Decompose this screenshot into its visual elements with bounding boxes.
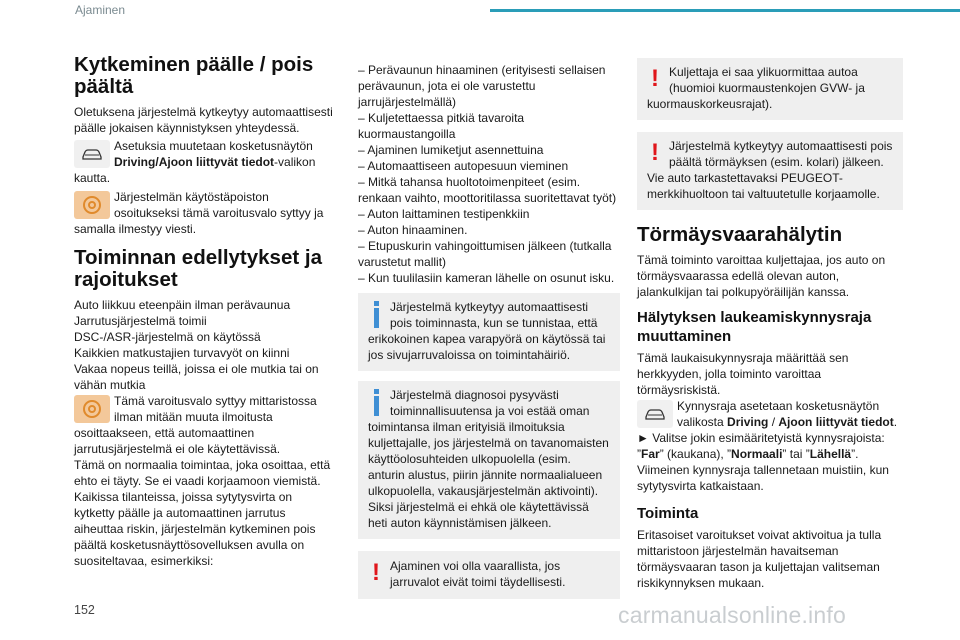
paragraph-saved: Viimeinen kynnysraja tallennetaan muistiin, kun sytytysvirta katkaistaan. [637,463,889,493]
settings-note [74,138,334,186]
threshold-text-b: Driving [727,415,769,429]
list-item: – Auton laittaminen testipenkkiin [358,207,530,221]
condition-item: Auto liikkuu eteenpäin ilman perävaunua [74,298,291,312]
warning-box-3 [637,132,903,210]
lamp-text: Tämä varoitusvalo syttyy mittaristossa ilman mitään muuta ilmoitusta osoittaakseen, että automaattinen jarrutusjärjestelmä ei ole käytettävissä. [74,394,317,456]
warning-text-3b: Vie auto tarkastettavaksi PEUGEOT-merkkihuoltoon tai valtuutetulle korjaamolle. [647,171,880,201]
paragraph-alert: Tämä toiminto varoittaa kuljettajaa, jos auto on törmäysvaarassa edellä olevan auton, jalankulkijan tai polkupyöräilijän kanssa. [637,253,886,299]
brake-warning-lamp-icon [74,395,110,423]
settings-text-a: Asetuksia muutetaan kosketusnäytön [114,139,313,153]
condition-item: Vakaa nopeus teillä, joissa ei ole mutkia tai on vähän mutkia [74,362,319,392]
select-text-c: ” tai ” [782,447,810,461]
heading-threshold: Hälytyksen laukeamiskynnysraja muuttaminen [637,309,872,345]
warning-text-3a: Järjestelmä kytkeytyy automaattisesti pois päältä törmäyksen (esim. kolari) jälkeen. [669,139,893,169]
paragraph-operation: Eritasoiset varoitukset voivat aktivoitua ja tulla mittaristoon järjestelmän havaitseman törmäysvaaran tason ja kuljettajan valitseman riskikynnyksen mukaan. [637,528,882,590]
select-text-a: ► Valitse jokin esimääritetyistä kynnysrajoista: ” [637,431,885,461]
heading-conditions: Toiminnan edellytykset ja rajoitukset [74,246,322,291]
paragraph-default: Oletuksena järjestelmä kytkeytyy automaattisesti päälle jokaisen käynnistyksen yhteydessä. [74,105,333,135]
settings-text-b: Driving [114,155,156,169]
deactivation-text: Järjestelmän käytöstäpoiston osoitukseksi tämä varoitusvalo syttyy ja samalla ilmestyy viesti. [74,190,324,236]
select-threshold [637,430,903,462]
warning-box-2 [637,58,903,120]
list-item: – Auton hinaaminen. [358,223,468,237]
list-item: – Kuljetettaessa pitkiä tavaroita kuormaustangoilla [358,111,525,141]
select-text-d: ”. [851,447,859,461]
section-header: Ajaminen [75,3,126,17]
condition-item: Jarrutusjärjestelmä toimii [74,314,207,328]
column-3 [637,58,903,591]
list-item: – Mitkä tahansa huoltotoimenpiteet (esim. renkaan vaihto, moottoritilassa suoritettavat työt) [358,175,617,205]
warning-icon: ! [372,559,380,586]
option-near: Lähellä [809,447,852,461]
column-1 [74,54,334,569]
threshold-text-a: Kynnysraja asetetaan kosketusnäytön valikosta [677,399,880,429]
paragraph-situations: Kaikissa tilanteissa, joissa sytytysvirta on kytketty päälle ja automaattinen jarrutus aiheuttaa riskin, järjestelmän kytkeminen pois päältä kosketusnäyttösovelluksen avulla on suositeltavaa, esimerkiksi: [74,490,316,568]
list-item: – Kun tuulilasiin kameran lähelle on osunut isku. [358,271,615,285]
warning-text-1: Ajaminen voi olla vaarallista, jos jarruvalot eivät toimi täydellisesti. [390,559,566,589]
list-item: – Automaattiseen autopesuun vieminen [358,159,569,173]
column-2 [358,62,620,599]
deactivation-note [74,189,334,237]
option-far: Far [641,447,660,461]
paragraph-threshold: Tämä laukaisukynnysraja määrittää sen herkkyyden, jolla toiminto varoittaa törmäysriskistä. [637,351,849,397]
heading-operation: Toiminta [637,505,699,522]
list-item: – Perävaunun hinaaminen (erityisesti sellaisen perävaunun, jota ei ole varustettu jarrujärjestelmällä) [358,63,606,109]
info-icon [368,301,384,331]
settings-text-c: / [155,155,159,169]
info-box-2 [358,381,620,539]
condition-item: Kaikkien matkustajien turvavyöt on kiinni [74,346,290,360]
threshold-text-d: Ajoon liittyvät tiedot [778,415,894,429]
threshold-settings-note [637,398,903,430]
car-settings-icon [637,400,673,428]
watermark: carmanualsonline.info [618,602,846,628]
option-normal: Normaali [731,447,783,461]
warning-icon: ! [651,65,659,92]
settings-text-e: -valikon kautta. [74,155,316,185]
car-settings-icon [74,140,110,168]
list-item: – Etupuskurin vahingoittumisen jälkeen (tutkalla varustetut mallit) [358,239,612,269]
threshold-text-e: . [893,415,898,429]
info-text-2: Järjestelmä diagnosoi pysyvästi toiminnallisuutensa ja voi estää oman toimintansa ilman erityisiä ilmoituksia kuljettajalle, jos järjestelmä on tavanomaisten käyttöolosuhteiden ulkopuolella (esim. anturin alustus, piirin jännite normaalialueen ulkopuolella, vakausjärjestelmän aktivointi). Siksi järjestelmä ei ehkä ole käytettävissä heti auton käynnistämisen jälkeen. [368,388,609,530]
page-number: 152 [74,603,95,617]
brake-warning-lamp-icon [74,191,110,219]
info-text-1: Järjestelmä kytkeytyy automaattisesti pois toiminnasta, kun se tunnistaa, että erikokoinen kapea varapyörä on käytössä tai jos sivujarruvaloissa on toimintahäiriö. [368,300,606,362]
warning-box-1 [358,551,620,599]
threshold-text-c: / [768,415,779,429]
warning-text-2: Kuljettaja ei saa ylikuormittaa autoa (huomioi kuormaustenkojen GVW- ja kuormauskorkeusrajat). [647,65,865,111]
paragraph-normal: Tämä on normaalia toimintaa, joka osoittaa, että ehto ei täyty. Se ei vaadi korjaamoon viemistä. [74,458,331,488]
header-accent-bar [490,9,960,12]
heading-collision-alert: Törmäysvaarahälytin [637,223,843,246]
select-text-b: ” (kaukana), ” [659,447,732,461]
warning-icon: ! [651,139,659,166]
settings-text-d: Ajoon liittyvät tiedot [158,155,275,169]
info-icon [368,389,384,419]
lamp-note [74,393,334,457]
heading-switch: Kytkeminen päälle / pois päältä [74,53,314,98]
list-item: – Ajaminen lumiketjut asennettuina [358,143,544,157]
condition-item: DSC-/ASR-järjestelmä on käytössä [74,330,261,344]
info-box-1 [358,293,620,371]
